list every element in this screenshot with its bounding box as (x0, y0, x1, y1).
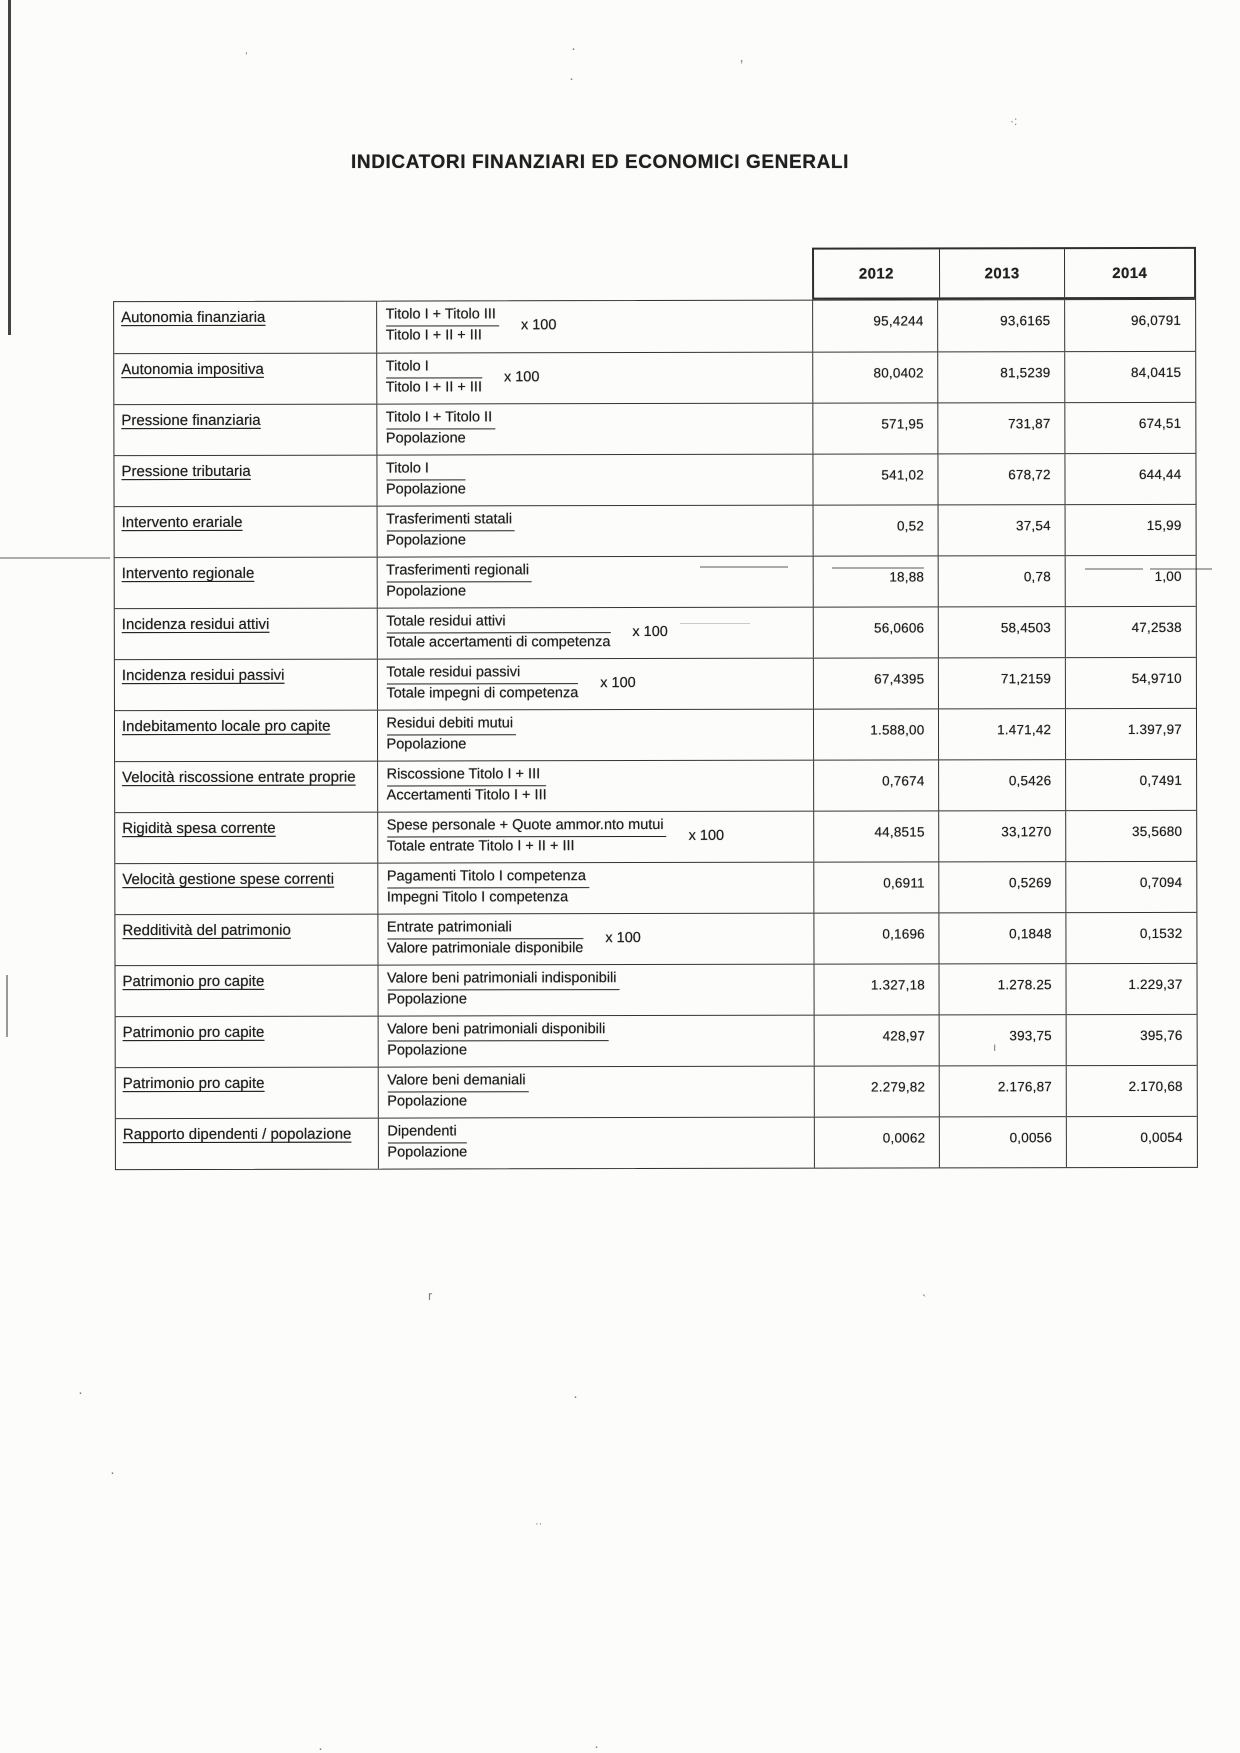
scan-artifact: · (318, 1740, 323, 1753)
formula-numerator: Entrate patrimoniali (387, 919, 583, 939)
table-row (114, 351, 1195, 404)
value-2014: 0,7491 (1065, 760, 1196, 810)
indicators-table (113, 247, 1196, 1161)
indicators-table-body (113, 299, 1198, 1170)
formula-fraction (387, 766, 547, 805)
indicator-label: Velocità gestione spese correnti (122, 870, 335, 889)
value-2013: 81,5239 (938, 352, 1065, 402)
scan-artifact: · (110, 1464, 115, 1481)
value-2012: 1.588,00 (813, 709, 939, 759)
indicator-label: Patrimonio pro capite (122, 972, 265, 991)
scan-artifact: · (594, 1738, 599, 1753)
table-row (115, 861, 1196, 914)
value-2012: 0,7674 (813, 760, 939, 810)
value-2012: 44,8515 (813, 811, 939, 861)
value-2012: 2.279,82 (813, 1066, 939, 1116)
formula-fraction (387, 868, 589, 907)
formula-numerator: Valore beni patrimoniali disponibili (387, 1021, 608, 1041)
formula-denominator: Impegni Titolo I competenza (386, 888, 569, 906)
formula-fraction (387, 1021, 608, 1060)
formula-numerator: Trasferimenti regionali (386, 562, 532, 582)
formula-numerator: Titolo I + Titolo II (386, 409, 495, 429)
formula-fraction (387, 1123, 467, 1162)
scan-artifact: · (569, 70, 574, 87)
value-2014: 84,0415 (1064, 352, 1195, 402)
formula-multiplier: x 100 (688, 827, 725, 844)
value-2014: 2.170,68 (1066, 1066, 1197, 1116)
formula-numerator: Valore beni demaniali (387, 1072, 528, 1092)
formula-numerator: Totale residui passivi (386, 664, 578, 684)
value-2012: 80,0402 (812, 352, 938, 402)
table-row (115, 708, 1196, 761)
table-row (116, 963, 1197, 1016)
value-2013: 393,75 (939, 1015, 1066, 1065)
formula-fraction (387, 970, 620, 1009)
formula-denominator: Valore patrimoniale disponibile (386, 939, 584, 957)
value-2012: 95,4244 (812, 300, 938, 351)
value-2012: 0,0062 (813, 1117, 939, 1167)
table-row (115, 759, 1196, 812)
indicator-label: Pressione finanziaria (121, 411, 261, 430)
value-2013: 33,1270 (939, 811, 1066, 861)
page-title: INDICATORI FINANZIARI ED ECONOMICI GENERALI (351, 152, 849, 173)
formula-numerator: Trasferimenti statali (386, 511, 515, 531)
formula-fraction (387, 919, 583, 958)
formula-multiplier: x 100 (605, 930, 641, 947)
value-2012: 0,1696 (813, 913, 939, 963)
indicator-label: Indebitamento locale pro capite (121, 717, 331, 736)
formula-fraction (386, 562, 532, 601)
formula-numerator: Dipendenti (387, 1123, 467, 1143)
value-2014: 0,7094 (1066, 862, 1197, 912)
value-2014: 35,5680 (1065, 811, 1196, 861)
formula-fraction (386, 715, 516, 754)
value-2013: 1.471,42 (938, 709, 1065, 759)
indicator-label: Autonomia finanziaria (121, 308, 266, 327)
indicator-label: Incidenza residui passivi (121, 666, 285, 685)
formula-fraction (386, 358, 482, 397)
indicator-label: Pressione tributaria (121, 462, 251, 481)
formula-multiplier: x 100 (632, 623, 668, 641)
formula-denominator: Popolazione (386, 736, 467, 753)
value-2014: 47,2538 (1065, 607, 1196, 657)
value-2012: 0,6911 (813, 862, 939, 912)
formula-fraction (387, 1072, 528, 1111)
formula-fraction (386, 613, 610, 652)
formula-denominator: Popolazione (387, 1093, 468, 1110)
formula-numerator: Titolo I (386, 460, 466, 480)
value-2013: 0,5269 (939, 862, 1066, 912)
formula-denominator: Popolazione (387, 1042, 468, 1059)
formula-fraction (386, 306, 499, 345)
value-2014: 1.397,97 (1065, 709, 1196, 759)
formula-denominator: Popolazione (385, 481, 466, 498)
formula-numerator: Residui debiti mutui (386, 715, 516, 735)
value-2014: 395,76 (1066, 1015, 1197, 1065)
table-row (116, 1065, 1197, 1118)
value-2013: 0,5426 (939, 760, 1066, 810)
table-row (116, 1116, 1197, 1169)
formula-denominator: Totale impegni di competenza (386, 684, 579, 702)
value-2013: 58,4503 (938, 607, 1065, 657)
formula-multiplier: x 100 (600, 675, 636, 692)
scan-artifact: · (571, 40, 576, 57)
formula-denominator: Totale entrate Titolo I + II + III (386, 837, 575, 855)
scan-artifact (0, 557, 110, 559)
value-2014: 54,9710 (1065, 658, 1196, 708)
value-2012: 541,02 (812, 454, 938, 504)
formula-fraction (386, 460, 466, 499)
formula-fraction (387, 817, 667, 856)
value-2014: 644,44 (1065, 454, 1196, 504)
formula-denominator: Titolo I + II + III (385, 379, 482, 396)
indicator-label: Autonomia impositiva (121, 360, 264, 379)
value-2013: 71,2159 (938, 658, 1065, 708)
value-2014: 15,99 (1065, 505, 1196, 555)
formula-numerator: Spese personale + Quote ammor.nto mutui (387, 817, 667, 837)
value-2013: 0,78 (938, 556, 1065, 606)
year-header-2012: 2012 (858, 264, 894, 283)
indicator-label: Patrimonio pro capite (122, 1023, 265, 1042)
value-2014: 96,0791 (1064, 300, 1195, 351)
value-2013: 0,0056 (939, 1117, 1066, 1167)
table-row (115, 810, 1196, 863)
value-2014: 0,1532 (1066, 913, 1197, 963)
formula-denominator: Totale accertamenti di competenza (386, 633, 611, 651)
formula-numerator: Riscossione Titolo I + III (387, 766, 547, 786)
table-row (115, 504, 1196, 557)
formula-numerator: Titolo I + Titolo III (386, 306, 499, 326)
formula-denominator: Accertamenti Titolo I + III (386, 786, 547, 804)
value-2014: 1,00 (1065, 556, 1196, 606)
scan-artifact: ʼ (740, 58, 744, 75)
scan-artifact: r (428, 1288, 433, 1303)
formula-numerator: Totale residui attivi (386, 613, 610, 633)
value-2014: 674,51 (1065, 403, 1196, 453)
value-2013: 0,1848 (939, 913, 1066, 963)
table-row (115, 657, 1196, 710)
value-2014: 1.229,37 (1066, 964, 1197, 1014)
indicator-label: Intervento regionale (121, 564, 255, 583)
formula-denominator: Popolazione (387, 1144, 468, 1161)
value-2012: 0,52 (812, 505, 938, 555)
value-2013: 1.278.25 (939, 964, 1066, 1014)
value-2013: 2.176,87 (939, 1066, 1066, 1116)
table-row (115, 555, 1196, 608)
formula-multiplier: x 100 (503, 369, 540, 386)
indicator-label: Velocità riscossione entrate proprie (122, 768, 356, 787)
scan-artifact: ·: (1010, 114, 1018, 128)
formula-denominator: Popolazione (385, 430, 466, 447)
table-row (115, 912, 1196, 965)
value-2012: 571,95 (812, 403, 938, 453)
indicator-label: Redditività del patrimonio (122, 921, 291, 940)
formula-fraction (386, 409, 495, 448)
formula-denominator: Popolazione (386, 532, 466, 549)
formula-denominator: Popolazione (386, 583, 467, 600)
value-2013: 678,72 (938, 454, 1065, 504)
value-2012: 1.327,18 (813, 964, 939, 1014)
scan-artifact: ` (922, 1292, 927, 1307)
scan-artifact: · (573, 1388, 578, 1405)
table-row (114, 300, 1195, 353)
formula-denominator: Titolo I + II + III (385, 327, 482, 344)
year-header-2013: 2013 (939, 249, 1065, 297)
scan-artifact (6, 975, 8, 1037)
value-2012: 67,4395 (813, 658, 939, 708)
formula-multiplier: x 100 (520, 317, 557, 334)
formula-numerator: Valore beni patrimoniali indisponibili (387, 970, 619, 990)
year-header-2014: 2014 (1064, 249, 1194, 297)
indicator-label: Rapporto dipendenti / popolazione (122, 1125, 352, 1144)
value-2013: 93,6165 (938, 300, 1065, 351)
indicator-label: Rigidità spesa corrente (122, 819, 276, 838)
year-header-row (812, 247, 1196, 300)
scan-artifact: ʾ (244, 50, 249, 67)
value-2012: 56,0606 (812, 607, 938, 657)
indicator-label: Intervento erariale (121, 513, 243, 532)
scan-artifact: ·· (535, 1518, 543, 1530)
value-2013: 37,54 (938, 505, 1065, 555)
scan-artifact: ı (993, 1040, 997, 1054)
value-2012: 428,97 (813, 1015, 939, 1065)
table-row (115, 606, 1196, 659)
table-row (114, 453, 1195, 506)
formula-numerator: Pagamenti Titolo I competenza (387, 868, 589, 888)
scan-artifact: · (78, 1384, 83, 1401)
table-row (114, 402, 1195, 455)
formula-fraction (386, 664, 578, 703)
formula-fraction (386, 511, 515, 550)
value-2013: 731,87 (938, 403, 1065, 453)
formula-numerator: Titolo I (386, 358, 482, 378)
indicator-label: Patrimonio pro capite (122, 1074, 265, 1093)
value-2012: 18,88 (812, 556, 938, 606)
table-row (116, 1014, 1197, 1067)
formula-denominator: Popolazione (387, 991, 467, 1008)
indicator-label: Incidenza residui attivi (121, 615, 270, 634)
value-2014: 0,0054 (1066, 1117, 1197, 1167)
